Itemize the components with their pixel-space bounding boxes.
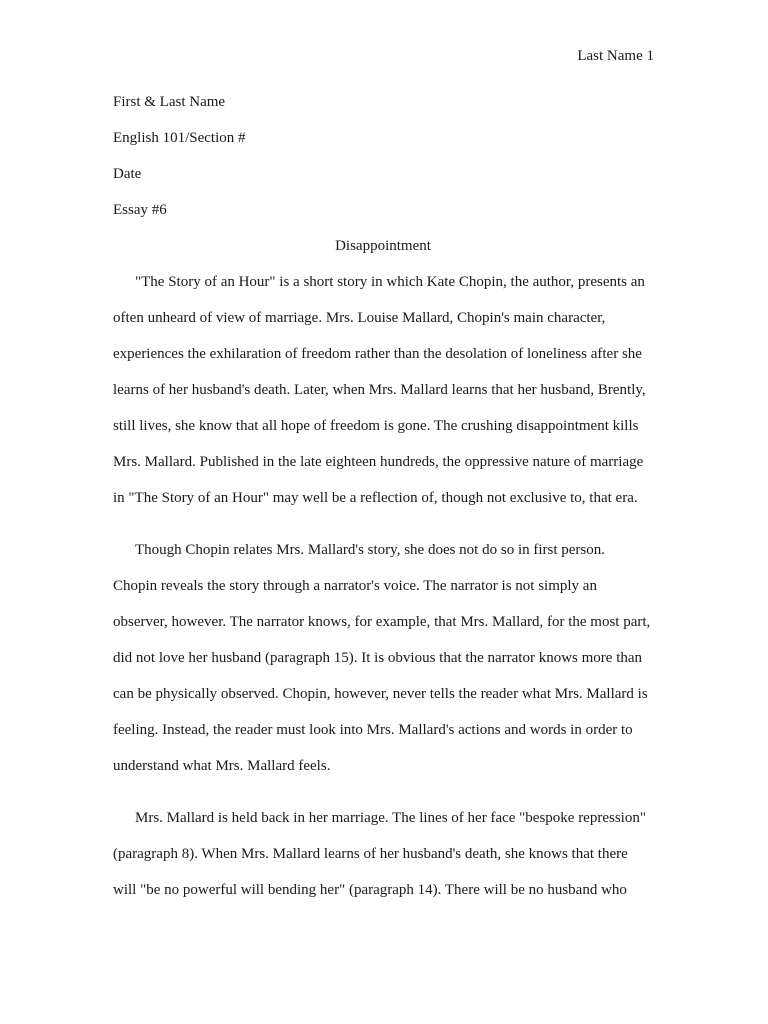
paragraph-line: understand what Mrs. Mallard feels. xyxy=(113,758,331,774)
date-line: Date xyxy=(113,166,142,182)
paragraph-line: feeling. Instead, the reader must look into Mrs. Mallard's actions and words in order to xyxy=(113,722,633,738)
paragraph-line: Though Chopin relates Mrs. Mallard's story, she does not do so in first person. xyxy=(135,542,606,558)
paragraph-line: often unheard of view of marriage. Mrs. Louise Mallard, Chopin's main character, xyxy=(113,310,606,326)
paragraph-line: can be physically observed. Chopin, however, never tells the reader what Mrs. Mallard is xyxy=(113,686,648,702)
essay-number: Essay #6 xyxy=(113,202,167,218)
paragraph-line: (paragraph 8). When Mrs. Mallard learns of her husband's death, she knows that there xyxy=(113,846,628,862)
running-head: Last Name 1 xyxy=(577,48,654,64)
paragraph-line: still lives, she know that all hope of freedom is gone. The crushing disappointment kills xyxy=(113,418,639,434)
paragraph-line: in "The Story of an Hour" may well be a reflection of, though not exclusive to, that era. xyxy=(113,490,638,506)
paragraph-line: did not love her husband (paragraph 15). It is obvious that the narrator knows more than xyxy=(113,650,643,666)
paragraph-line: Mrs. Mallard. Published in the late eighteen hundreds, the oppressive nature of marriage xyxy=(113,454,644,470)
paragraph-2 xyxy=(113,540,658,792)
paragraph-line: learns of her husband's death. Later, when Mrs. Mallard learns that her husband, Brently, xyxy=(113,382,646,398)
paragraph-1 xyxy=(113,272,658,524)
paragraph-3 xyxy=(113,808,658,916)
course-section: English 101/Section # xyxy=(113,130,246,146)
paragraph-line: observer, however. The narrator knows, for example, that Mrs. Mallard, for the most part, xyxy=(113,614,651,630)
essay-title: Disappointment xyxy=(335,238,431,254)
heading-block xyxy=(113,92,658,236)
paragraph-line: will "be no powerful will bending her" (paragraph 14). There will be no husband who xyxy=(113,882,627,898)
paragraph-line: "The Story of an Hour" is a short story in which Kate Chopin, the author, presents an xyxy=(135,274,645,290)
paragraph-line: experiences the exhilaration of freedom rather than the desolation of loneliness after she xyxy=(113,346,642,362)
paragraph-line: Chopin reveals the story through a narrator's voice. The narrator is not simply an xyxy=(113,578,597,594)
paragraph-line: Mrs. Mallard is held back in her marriage. The lines of her face "bespoke repression" xyxy=(135,810,646,826)
student-name: First & Last Name xyxy=(113,94,226,110)
